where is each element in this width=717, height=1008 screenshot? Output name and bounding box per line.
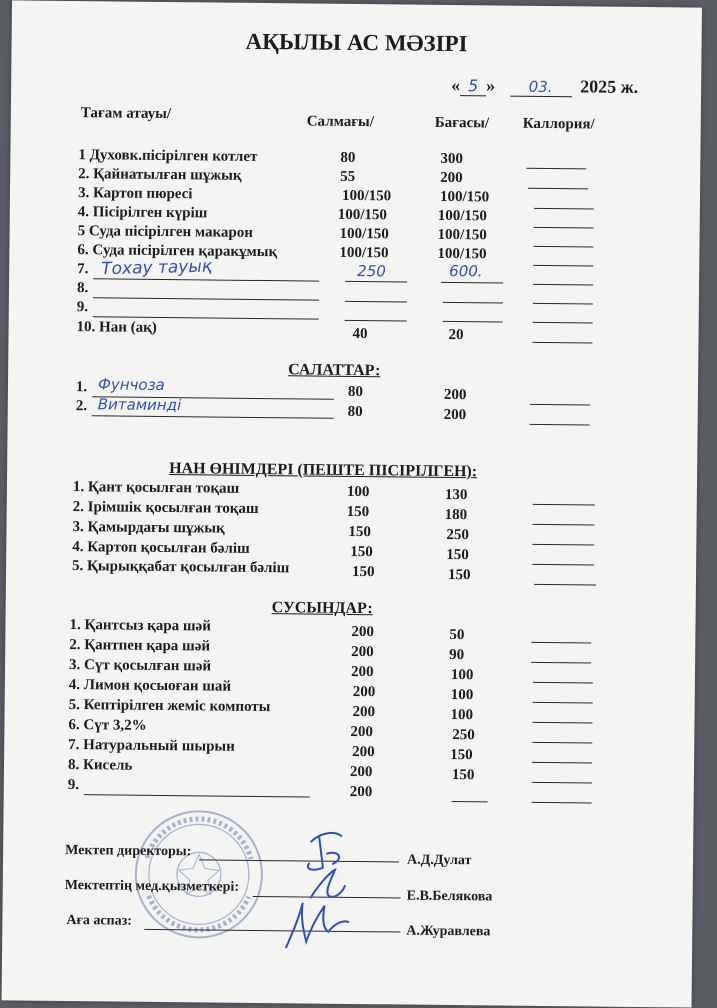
drink-item-4: 4. Лимон қосыоған шай bbox=[68, 677, 232, 695]
main-item-10-price: 20 bbox=[448, 326, 464, 344]
drink-item-8-weight: 200 bbox=[349, 763, 373, 781]
signature-mark-chef bbox=[272, 893, 353, 954]
bakery-item-1: 1. Қант қосылған тоқаш bbox=[72, 479, 240, 497]
main-item-7-weight: 250 bbox=[357, 262, 386, 281]
salad-item-2-weight: 80 bbox=[347, 403, 363, 421]
header-calorie: Каллория/ bbox=[522, 115, 595, 133]
salad-item-1-weight: 80 bbox=[347, 383, 364, 401]
salad-item-2-line bbox=[92, 415, 334, 419]
salad-item-2-handwritten: Витаминді bbox=[97, 395, 182, 415]
document-title: АҚЫЛЫ АС МӘЗІРІ bbox=[245, 28, 468, 57]
salad-item-2-calorie bbox=[530, 424, 590, 426]
date-day: 5 bbox=[460, 76, 486, 96]
main-item-9-weight-line bbox=[345, 320, 407, 322]
bakery-item-5-weight: 150 bbox=[351, 563, 375, 581]
main-item-7-handwritten: Тохау тауық bbox=[100, 256, 213, 280]
main-item-10-weight: 40 bbox=[352, 325, 368, 343]
drink-item-1-price: 50 bbox=[449, 627, 465, 644]
main-item-7: 7. bbox=[77, 261, 89, 278]
drink-item-4-price: 100 bbox=[450, 687, 474, 704]
date-month: 03. bbox=[510, 78, 572, 98]
bakery-item-3-calorie bbox=[532, 544, 594, 546]
main-item-4-price: 100/150 bbox=[437, 207, 488, 225]
salad-item-1-handwritten: Фунчоза bbox=[97, 375, 165, 395]
drink-item-3: 3. Сүт қосылған шәй bbox=[68, 657, 212, 675]
signature-role-director: Мектеп директоры: bbox=[65, 842, 192, 860]
bakery-item-2-weight: 150 bbox=[346, 503, 370, 521]
drink-item-5-weight: 200 bbox=[352, 703, 376, 721]
bakery-item-3-price: 250 bbox=[446, 526, 470, 544]
menu-sheet bbox=[2, 0, 702, 1007]
bakery-item-2: 2. Ірімшік қосылған тоқаш bbox=[72, 499, 259, 517]
drink-item-5-price: 100 bbox=[450, 707, 474, 724]
drink-item-4-calorie bbox=[533, 702, 593, 704]
header-name: Тағам атауы/ bbox=[80, 105, 172, 123]
main-item-2-weight: 55 bbox=[340, 168, 356, 185]
main-item-3-price: 100/150 bbox=[439, 188, 490, 206]
bakery-item-2-price: 180 bbox=[444, 506, 468, 524]
main-item-8-price-line bbox=[443, 302, 503, 304]
drink-item-1: 1. Қантсыз қара шәй bbox=[69, 617, 211, 635]
drink-item-6-price: 250 bbox=[452, 727, 475, 744]
main-item-3-calorie bbox=[534, 208, 594, 210]
main-item-1-weight: 80 bbox=[340, 149, 356, 166]
drink-item-5-calorie bbox=[532, 722, 592, 724]
bakery-item-3-weight: 150 bbox=[348, 523, 372, 541]
main-item-9: 9. bbox=[76, 299, 89, 316]
date-close-quote: » bbox=[486, 75, 496, 96]
drink-item-6-weight: 200 bbox=[350, 723, 373, 741]
bakery-item-5-price: 150 bbox=[447, 566, 471, 584]
main-item-7-price-line bbox=[441, 282, 503, 284]
signature-name-director: А.Д.Дулат bbox=[406, 852, 472, 869]
drink-item-2: 2. Қантпен қара шәй bbox=[69, 637, 211, 655]
main-item-7-price: 600. bbox=[449, 261, 483, 281]
drink-item-7: 7. Натуральный шырын bbox=[68, 737, 235, 755]
salad-item-1-price: 200 bbox=[443, 386, 467, 404]
drink-item-3-calorie bbox=[533, 682, 593, 684]
signature-role-chef: Аға аспаз: bbox=[66, 913, 133, 929]
header-price: Бағасы/ bbox=[434, 114, 490, 132]
bakery-item-1-weight: 100 bbox=[346, 483, 370, 501]
main-item-6: 6. Суда пісірілген қаракұмық bbox=[77, 242, 278, 261]
drink-item-3-weight: 200 bbox=[350, 663, 374, 681]
school-stamp bbox=[132, 808, 265, 941]
drink-item-9: 9. bbox=[67, 777, 80, 794]
bakery-item-2-calorie bbox=[533, 524, 595, 526]
main-item-8-weight-line bbox=[345, 301, 407, 303]
header-weight: Салмағы/ bbox=[306, 113, 375, 131]
main-item-4-calorie bbox=[534, 227, 594, 229]
main-item-7-weight-line bbox=[345, 281, 407, 283]
main-item-7-line bbox=[93, 278, 319, 281]
main-item-8-line bbox=[93, 297, 319, 300]
drink-item-5: 5. Кептірілген жеміс компоты bbox=[68, 697, 271, 716]
drink-item-4-weight: 200 bbox=[352, 683, 376, 701]
drink-item-9-calorie bbox=[532, 802, 592, 804]
drink-item-7-calorie bbox=[532, 762, 592, 764]
salad-item-1: 1. bbox=[75, 379, 88, 396]
drink-item-8: 8. Кисель bbox=[67, 757, 133, 774]
date-open-quote: « bbox=[451, 74, 461, 96]
main-item-6-weight: 100/150 bbox=[339, 244, 389, 262]
drink-item-2-weight: 200 bbox=[351, 643, 374, 661]
bakery-item-4-weight: 150 bbox=[350, 543, 373, 561]
drink-item-7-weight: 200 bbox=[352, 743, 375, 761]
main-item-6-price: 100/150 bbox=[437, 245, 487, 263]
salad-item-2: 2. bbox=[75, 398, 88, 415]
drink-item-2-calorie bbox=[531, 662, 591, 664]
main-item-8: 8. bbox=[76, 280, 89, 297]
bakery-item-1-calorie bbox=[533, 504, 595, 506]
bakery-item-4: 4. Картоп қосылған бәліш bbox=[72, 539, 250, 557]
main-item-9-calorie bbox=[533, 322, 593, 324]
main-item-4: 4. Пісірілген күріш bbox=[77, 204, 208, 222]
drink-item-9-weight: 200 bbox=[349, 783, 373, 801]
main-item-1-price: 300 bbox=[440, 150, 463, 168]
main-item-2-price: 200 bbox=[440, 169, 463, 187]
main-item-4-weight: 100/150 bbox=[337, 206, 388, 224]
main-item-5-calorie bbox=[533, 246, 593, 248]
drink-item-6: 6. Сүт 3,2% bbox=[68, 717, 147, 734]
drink-item-1-calorie bbox=[531, 642, 591, 644]
drink-item-1-weight: 200 bbox=[351, 623, 375, 641]
main-item-10-calorie bbox=[532, 342, 592, 344]
salads-title: САЛАТТАР: bbox=[288, 361, 381, 380]
main-item-10: 10. Нан (ақ) bbox=[76, 319, 157, 336]
drink-item-2-price: 90 bbox=[449, 647, 465, 664]
main-item-5: 5 Суда пісірілген макарон bbox=[77, 223, 254, 241]
main-item-9-price-line bbox=[443, 321, 503, 323]
drink-item-8-price: 150 bbox=[451, 767, 475, 784]
bakery-item-3: 3. Қамырдағы шұжық bbox=[72, 519, 225, 537]
main-item-1-calorie bbox=[526, 168, 586, 170]
bakery-item-5-calorie bbox=[534, 584, 596, 586]
bakery-item-4-calorie bbox=[532, 564, 594, 566]
main-item-5-price: 100/150 bbox=[437, 226, 487, 244]
main-item-1: 1 Духовк.пісірілген котлет bbox=[78, 147, 258, 165]
main-item-3-weight: 100/150 bbox=[341, 187, 392, 205]
drink-item-9-line bbox=[84, 794, 310, 797]
drink-item-9-price-line bbox=[452, 801, 488, 802]
main-item-2: 2. Қайнатылған шұжық bbox=[78, 166, 242, 184]
main-item-5-weight: 100/150 bbox=[339, 225, 389, 243]
signature-role-nurse: Мектептің мед.қызметкері: bbox=[64, 877, 240, 895]
main-item-8-calorie bbox=[533, 303, 593, 305]
drinks-title: СУСЫНДАР: bbox=[271, 599, 373, 618]
signature-name-chef: А.Журавлева bbox=[406, 923, 491, 940]
main-item-3: 3. Картоп пюресі bbox=[77, 185, 193, 203]
date-year: 2025 ж. bbox=[580, 76, 639, 97]
signature-name-nurse: Е.В.Белякова bbox=[406, 888, 493, 905]
drink-item-6-calorie bbox=[532, 742, 592, 744]
bakery-item-4-price: 150 bbox=[446, 546, 469, 564]
main-item-6-calorie bbox=[533, 265, 593, 267]
bakery-item-5: 5. Қырыққабат қосылған бәліш bbox=[72, 558, 290, 577]
drink-item-8-calorie bbox=[532, 782, 592, 784]
bakery-item-1-price: 130 bbox=[444, 486, 468, 504]
drink-item-7-price: 150 bbox=[450, 747, 473, 764]
main-item-7-calorie bbox=[533, 284, 593, 286]
document-date bbox=[451, 75, 638, 98]
main-item-2-calorie bbox=[528, 188, 588, 190]
drink-item-3-price: 100 bbox=[450, 667, 474, 684]
bakery-title: НАН ӨНІМДЕРІ (ПЕШТЕ ПІСІРІЛГЕН): bbox=[169, 460, 478, 481]
salad-item-2-price: 200 bbox=[443, 406, 467, 424]
salad-item-1-calorie bbox=[530, 404, 590, 406]
